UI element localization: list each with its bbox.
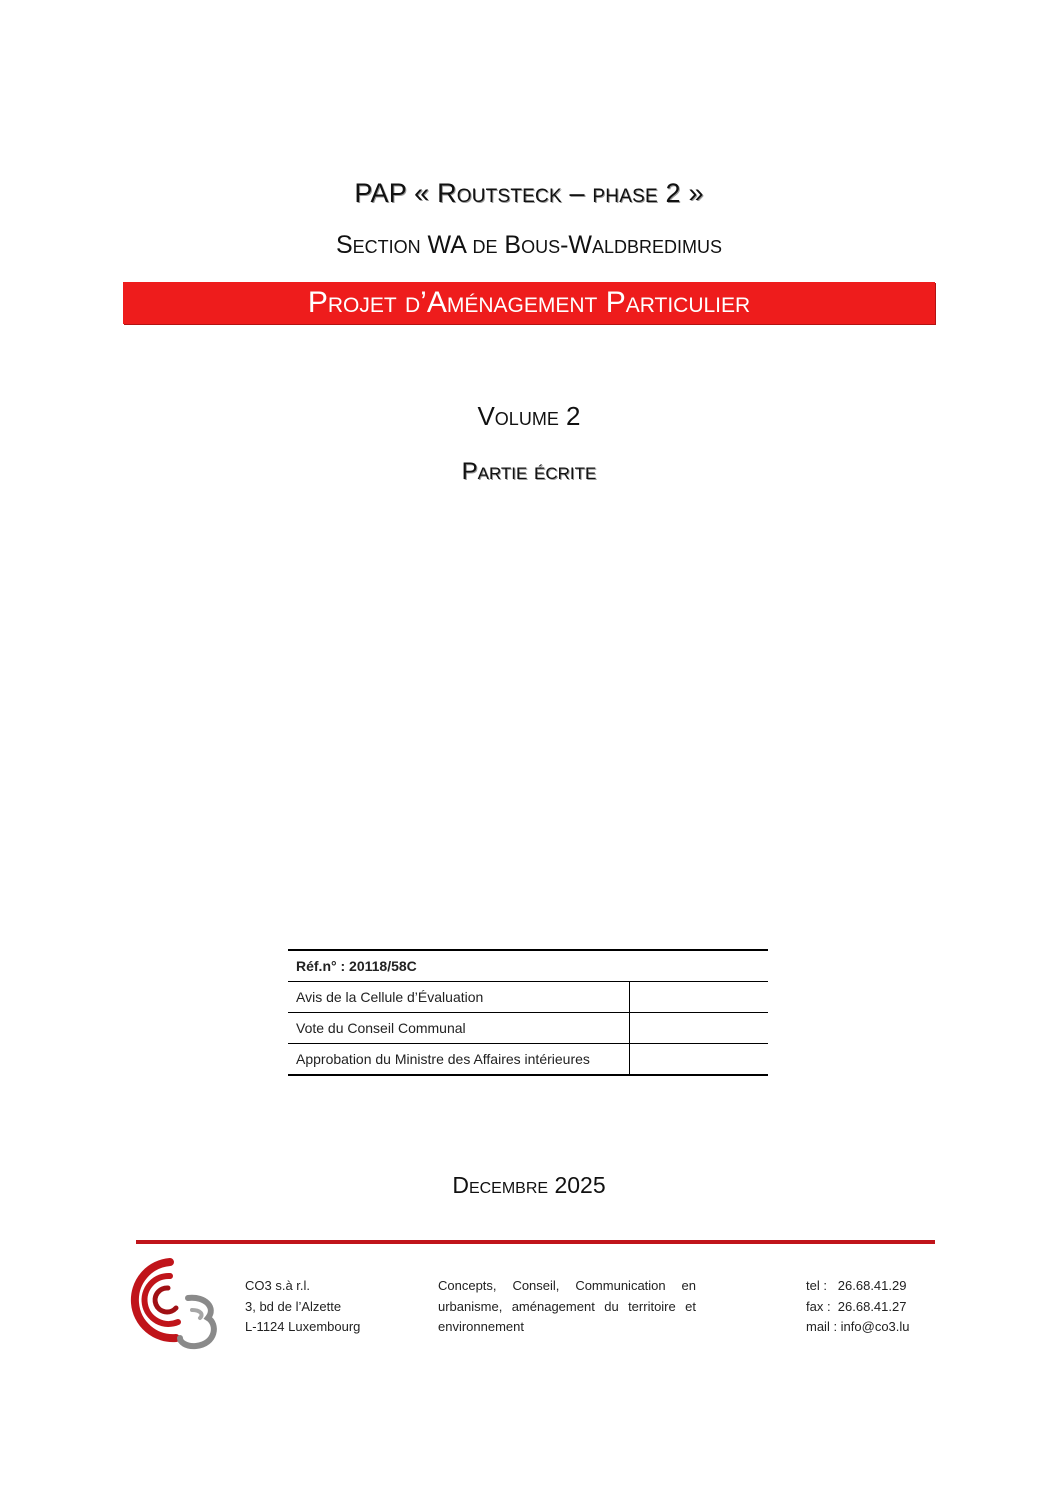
company-name: CO3 s.à r.l. — [245, 1278, 311, 1293]
company-city: L-1124 Luxembourg — [245, 1319, 361, 1334]
partie-label: Partie écrite — [461, 458, 597, 485]
co3-logo-icon — [126, 1254, 222, 1350]
reference-table — [288, 949, 768, 1076]
footer-divider — [136, 1240, 935, 1244]
description-line: environnement — [438, 1319, 524, 1334]
row-label: Approbation du Ministre des Affaires intérieures — [288, 1044, 630, 1076]
company-street: 3, bd de l’Alzette — [245, 1298, 342, 1314]
contact-fax: fax : 26.68.41.27 — [806, 1298, 907, 1314]
reference-row — [288, 950, 768, 982]
row-value — [630, 1044, 769, 1076]
contact-tel: tel : 26.68.41.29 — [806, 1278, 907, 1293]
table-row — [288, 1013, 768, 1044]
row-label: Vote du Conseil Communal — [288, 1013, 630, 1044]
document-subtitle: Section WA de Bous-Waldbredimus — [335, 231, 723, 259]
description-line: urbanisme, aménagement du territoire et — [438, 1298, 696, 1314]
row-label: Avis de la Cellule d’Évaluation — [288, 982, 630, 1013]
document-date: Decembre 2025 — [452, 1172, 606, 1198]
table-row — [288, 1044, 768, 1076]
volume-label: Volume 2 — [477, 401, 581, 431]
title-banner: Projet d’Aménagement Particulier — [123, 282, 935, 324]
footer-contact — [806, 1276, 910, 1338]
row-value — [630, 1013, 769, 1044]
footer-description — [438, 1276, 696, 1338]
reference-number: Réf.n° : 20118/58C — [288, 950, 768, 982]
contact-mail: mail : info@co3.lu — [806, 1319, 910, 1334]
footer-company — [245, 1276, 360, 1338]
row-value — [630, 982, 769, 1013]
document-title: PAP « Routsteck – phase 2 » — [354, 178, 704, 208]
description-line: Concepts, Conseil, Communication en — [438, 1278, 696, 1293]
table-row — [288, 982, 768, 1013]
